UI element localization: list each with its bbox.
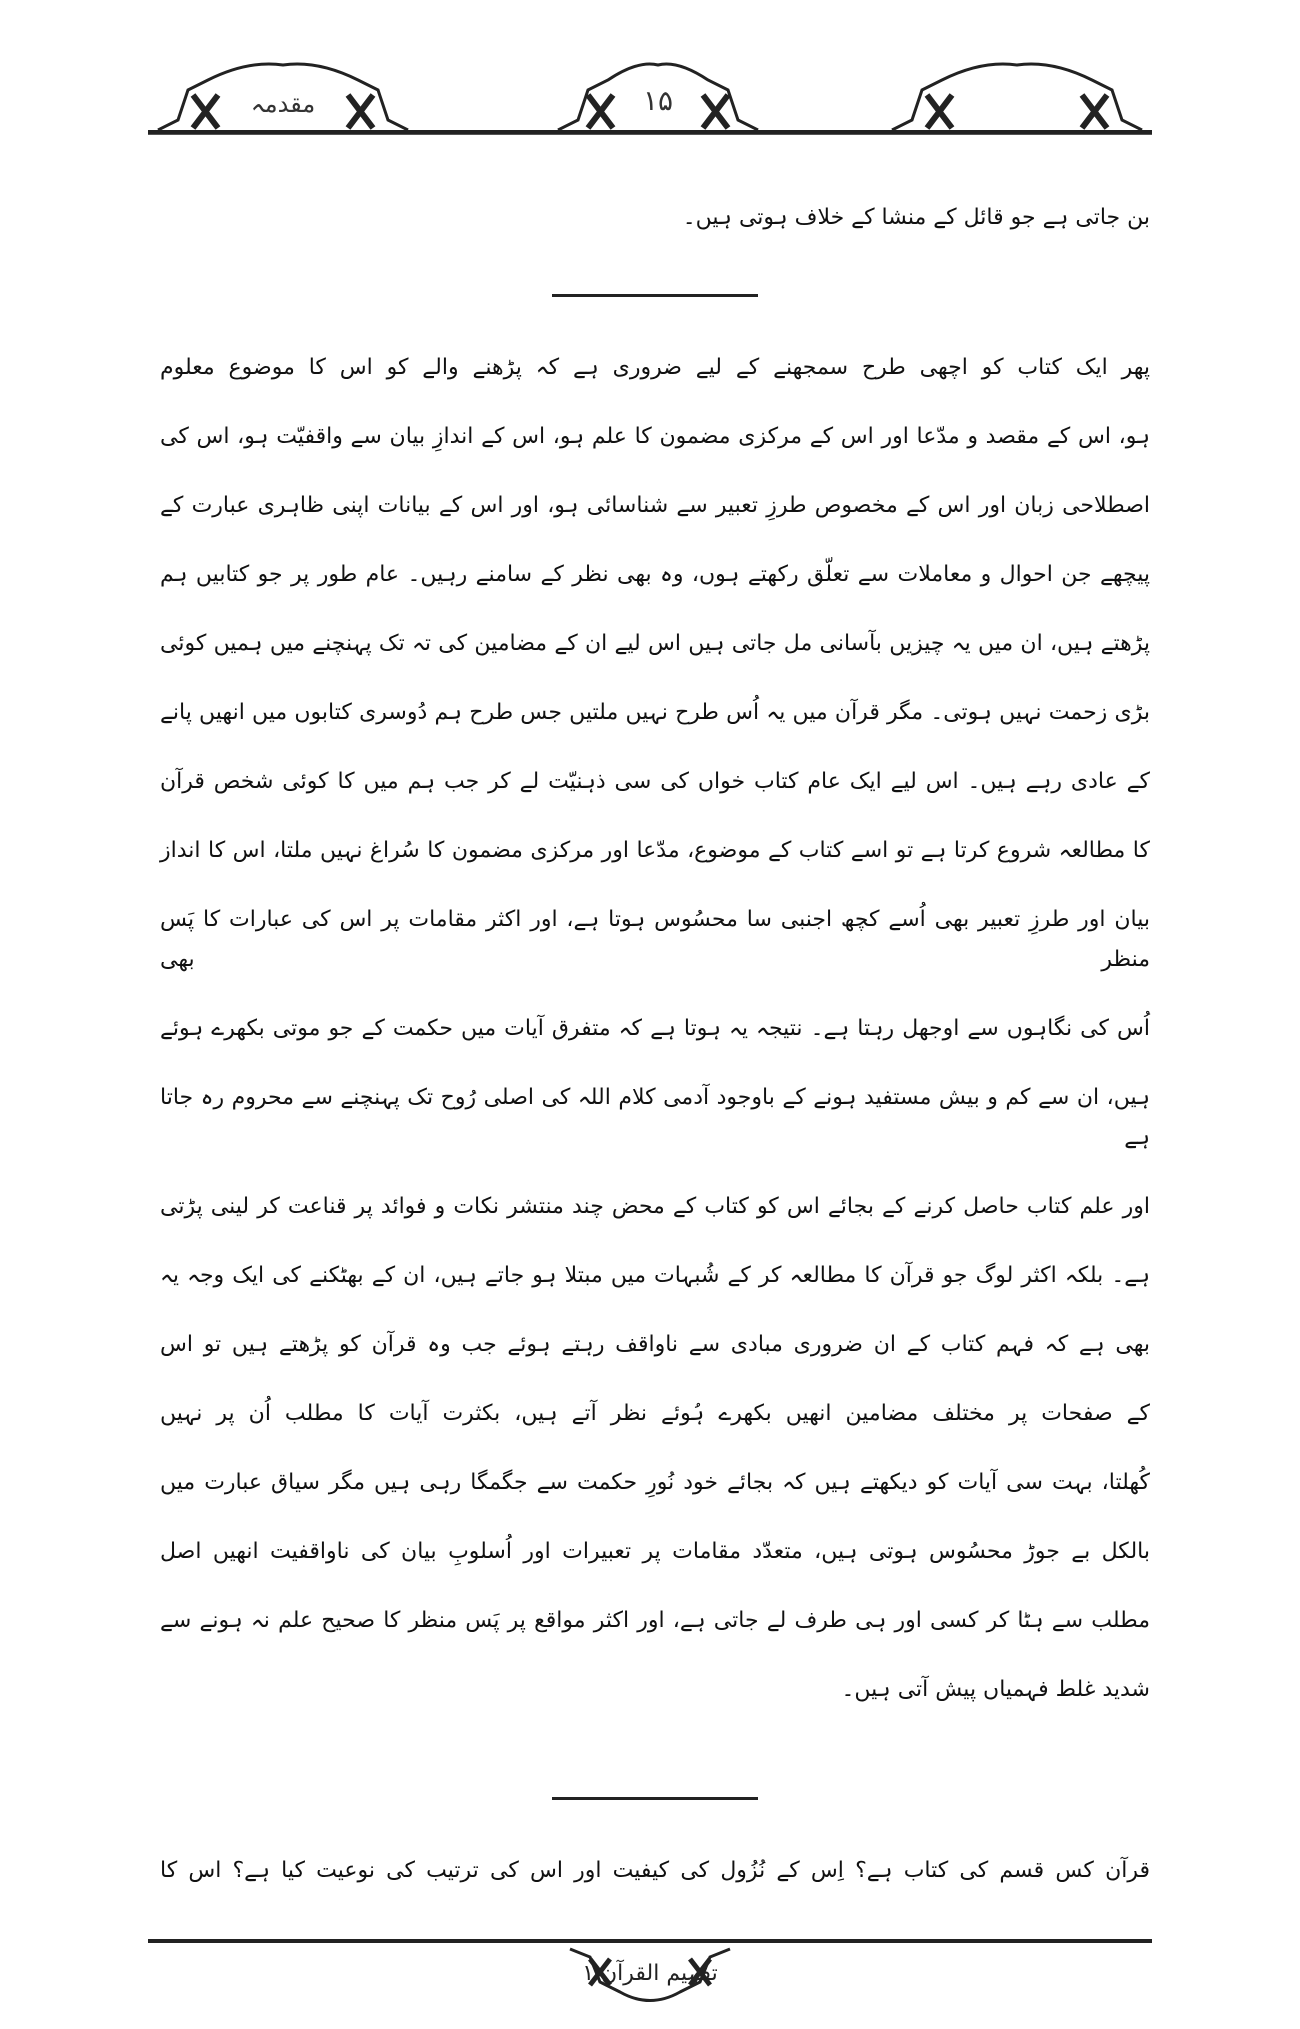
footer-ornament	[560, 1947, 740, 2007]
footer-rule	[148, 1939, 1152, 1943]
arch-ornament-icon	[882, 60, 1152, 132]
paragraph-line: اُس کی نگاہوں سے اوجھل رہتا ہے۔ نتیجہ یہ ہوتا ہے کہ متفرق آیات میں حکمت کے جو موتی بکھرے ہوئے	[160, 1016, 1150, 1041]
paragraph	[160, 348, 1150, 1710]
opening-line: بن جاتی ہے جو قائل کے منشا کے خلاف ہوتی ہیں۔	[682, 205, 1150, 230]
paragraph-line: ہو، اس کے مقصد و مدّعا اور اس کے مرکزی مضمون کا علم ہو، اس کے اندازِ بیان سے واقفیّت ہو، اس کی	[160, 424, 1150, 449]
page-header	[148, 0, 1152, 136]
paragraph-line: کے صفحات پر مختلف مضامین انھیں بکھرے ہُوئے نظر آتے ہیں، بکثرت آیات کا مطلب اُن پر نہیں	[160, 1401, 1150, 1426]
header-ornament-page	[548, 60, 768, 132]
page-footer	[148, 1939, 1152, 2029]
header-rule	[148, 130, 1152, 135]
section-divider	[552, 1797, 758, 1800]
paragraph-line: مطلب سے ہٹا کر کسی اور ہی طرف لے جاتی ہے، اور اکثر مواقع پر پَس منظر کا صحیح علم نہ ہونے سے	[160, 1608, 1150, 1633]
paragraph-line: اور علم کتاب حاصل کرنے کے بجائے اس کو کتاب کے محض چند منتشر نکات و فوائد پر قناعت کر لینی پڑتی	[160, 1194, 1150, 1219]
section-divider	[552, 294, 758, 297]
paragraph-line: ہیں، ان سے کم و بیش مستفید ہونے کے باوجود آدمی کلام اللہ کی اصلی رُوح تک پہنچنے سے محروم رہ جاتا ہے	[160, 1085, 1150, 1150]
header-ornament-blank	[882, 60, 1152, 132]
paragraph-line: اصطلاحی زبان اور اس کے مخصوص طرزِ تعبیر سے شناسائی ہو، اور اس کے بیانات اپنی ظاہری عبارت کے	[160, 493, 1150, 518]
paragraph-line: پیچھے جن احوال و معاملات سے تعلّق رکھتے ہوں، وہ بھی نظر کے سامنے رہیں۔ عام طور پر جو کتابیں ہم	[160, 562, 1150, 587]
body-text	[160, 198, 1150, 1891]
page-number: ۱۵	[642, 84, 674, 117]
paragraph-line: پھر ایک کتاب کو اچھی طرح سمجھنے کے لیے ضروری ہے کہ پڑھنے والے کو اس کا موضوع معلوم	[160, 355, 1150, 380]
paragraph-line: پڑھتے ہیں، ان میں یہ چیزیں بآسانی مل جاتی ہیں اس لیے ان کے مضامین کی تہ تک پہنچنے میں ہمیں کوئی	[160, 631, 1150, 656]
paragraph-line: بڑی زحمت نہیں ہوتی۔ مگر قرآن میں یہ اُس طرح نہیں ملتیں جس طرح ہم دُوسری کتابوں میں انھیں پانے	[160, 700, 1150, 725]
header-ornament-section	[148, 60, 418, 132]
section-title: مقدمہ	[250, 90, 316, 118]
paragraph-line: کے عادی رہے ہیں۔ اس لیے ایک عام کتاب خواں کی سی ذہنیّت لے کر جب ہم میں کا کوئی شخص قرآن	[160, 769, 1150, 794]
paragraph-line: کا مطالعہ شروع کرتا ہے تو اسے کتاب کے موضوع، مدّعا اور مرکزی مضمون کا سُراغ نہیں ملتا، اس کا انداز	[160, 838, 1150, 863]
paragraph-line: ہے۔ بلکہ اکثر لوگ جو قرآن کا مطالعہ کر کے شُبہات میں مبتلا ہو جاتے ہیں، ان کے بھٹکنے کی ایک وجہ یہ	[160, 1263, 1150, 1288]
paragraph-line: کُھلتا، بہت سی آیات کو دیکھتے ہیں کہ بجائے خود نُورِ حکمت سے جگمگا رہی ہیں مگر سیاق عبارت میں	[160, 1470, 1150, 1495]
book-title: تفہیم القرآن ۱	[582, 1961, 718, 1986]
closing-line: قرآن کس قسم کی کتاب ہے؟ اِس کے نُزُول کی کیفیت اور اس کی ترتیب کی نوعیت کیا ہے؟ اس کا	[160, 1858, 1150, 1883]
paragraph-line: بھی ہے کہ فہم کتاب کے ان ضروری مبادی سے ناواقف رہتے ہوئے جب وہ قرآن کو پڑھتے ہیں تو اس	[160, 1332, 1150, 1357]
paragraph-line: شدید غلط فہمیاں پیش آتی ہیں۔	[841, 1677, 1150, 1702]
paragraph-line: بیان اور طرزِ تعبیر بھی اُسے کچھ اجنبی سا محسُوس ہوتا ہے، اور اکثر مقامات پر اس کی عبارات کا پَس منظر بھی	[160, 907, 1150, 972]
paragraph-line: بالکل بے جوڑ محسُوس ہوتی ہیں، متعدّد مقامات پر تعبیرات اور اُسلوبِ بیان کی ناواقفیت انھیں اصل	[160, 1539, 1150, 1564]
